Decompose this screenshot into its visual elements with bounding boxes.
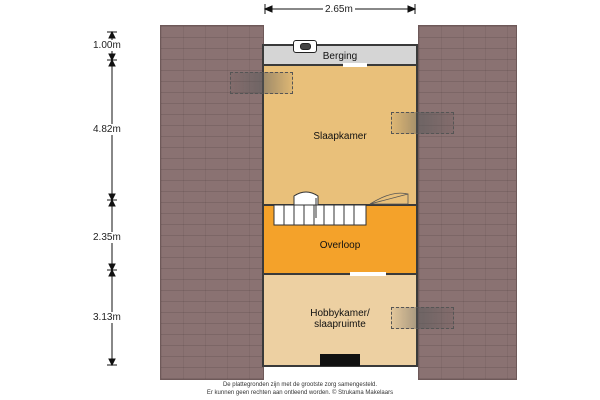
height-dimension-label-2: 4.82m bbox=[93, 124, 121, 135]
hobby-label-line1: Hobbykamer/ bbox=[310, 308, 370, 319]
height-dimension-label-1: 1.00m bbox=[93, 40, 121, 51]
width-dimension-label: 2.65m bbox=[325, 4, 353, 15]
storage-label: Berging bbox=[322, 51, 358, 62]
bedroom-label: Slaapkamer bbox=[313, 131, 367, 142]
footer-line-1: De plattegronden zijn met de grootste zorg samengesteld. bbox=[222, 382, 378, 388]
footer-line-2: Er kunnen geen rechten aan ontleend worden. © Strukama Makelaars bbox=[206, 390, 394, 396]
landing-label: Overloop bbox=[319, 240, 361, 251]
height-dimension-label-3: 2.35m bbox=[93, 232, 121, 243]
hobby-label-line2: slaapruimte bbox=[314, 319, 366, 330]
height-dimension-label-4: 3.13m bbox=[93, 312, 121, 323]
